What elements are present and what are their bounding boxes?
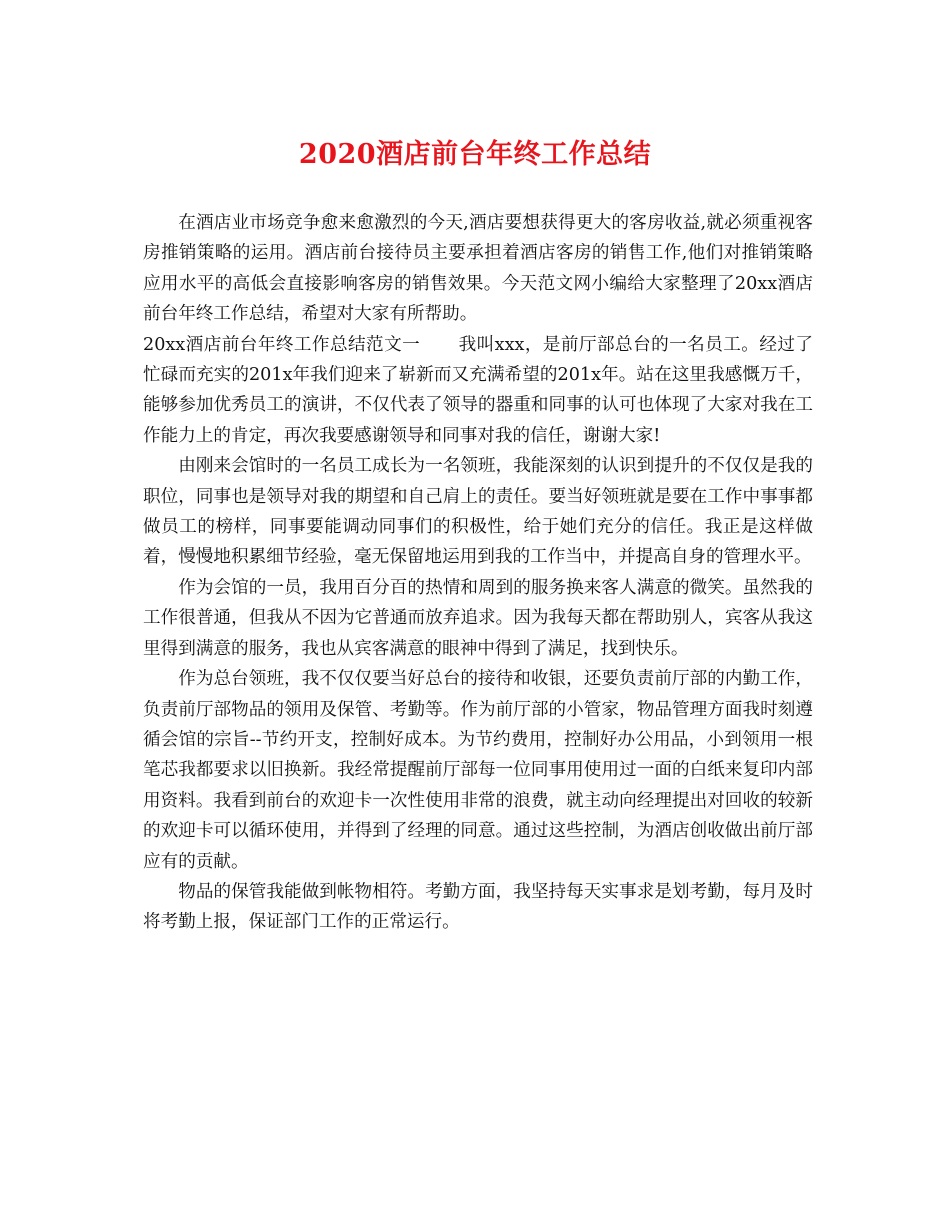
body-paragraph: 由刚来会馆时的一名员工成长为一名领班，我能深刻的认识到提升的不仅仅是我的职位，同事也是领导对我的期望和自己肩上的责任。要当好领班就是要在工作中事事都做员工的榜样，同事要能调动同事们的积极性，给于她们充分的信任。我正是这样做着，慢慢地积累细节经验，毫无保留地运用到我的工作当中，并提高自身的管理水平。 — [143, 456, 813, 568]
section-first-text: 我叫xxx，是前厅部总台的一名员工。经过了忙碌而充实的201x年我们迎来了崭新而又充满希望的201x年。站在这里我感慨万千，能够参加优秀员工的演讲，不仅代表了领导的器重和同事的认可也体现了大家对我在工作能力上的肯定，再次我要感谢领导和同事对我的信任，谢谢大家! — [143, 334, 813, 446]
body-paragraph: 物品的保管我能做到帐物相符。考勤方面，我坚持每天实事求是划考勤，每月及时将考勤上报，保证部门工作的正常运行。 — [143, 881, 813, 933]
document-body — [143, 208, 813, 938]
body-paragraph: 作为会馆的一员，我用百分百的热情和周到的服务换来客人满意的微笑。虽然我的工作很普通，但我从不因为它普通而放弃追求。因为我每天都在帮助别人，宾客从我这里得到满意的服务，我也从宾客满意的眼神中得到了满足，找到快乐。 — [143, 577, 813, 659]
section-heading: 20xx酒店前台年终工作总结范文一 — [143, 334, 421, 355]
document-title: 2020酒店前台年终工作总结 — [298, 139, 652, 170]
section-first-paragraph — [143, 330, 813, 452]
intro-paragraph: 在酒店业市场竞争愈来愈激烈的今天,酒店要想获得更大的客房收益,就必须重视客房推销策略的运用。酒店前台接待员主要承担着酒店客房的销售工作,他们对推销策略应用水平的高低会直接影响客房的销售效果。今天范文网小编给大家整理了20xx酒店前台年终工作总结，希望对大家有所帮助。 — [143, 213, 813, 325]
body-paragraph: 作为总台领班，我不仅仅要当好总台的接待和收银，还要负责前厅部的内勤工作，负责前厅部物品的领用及保管、考勤等。作为前厅部的小管家，物品管理方面我时刻遵循会馆的宗旨--节约开支，控制好成本。为节约费用，控制好办公用品，小到领用一根笔芯我都要求以旧换新。我经常提醒前厅部每一位同事用使用过一面的白纸来复印内部用资料。我看到前台的欢迎卡一次性使用非常的浪费，就主动向经理提出对回收的较新的欢迎卡可以循环使用，并得到了经理的同意。通过这些控制，为酒店创收做出前厅部应有的贡献。 — [143, 669, 813, 872]
